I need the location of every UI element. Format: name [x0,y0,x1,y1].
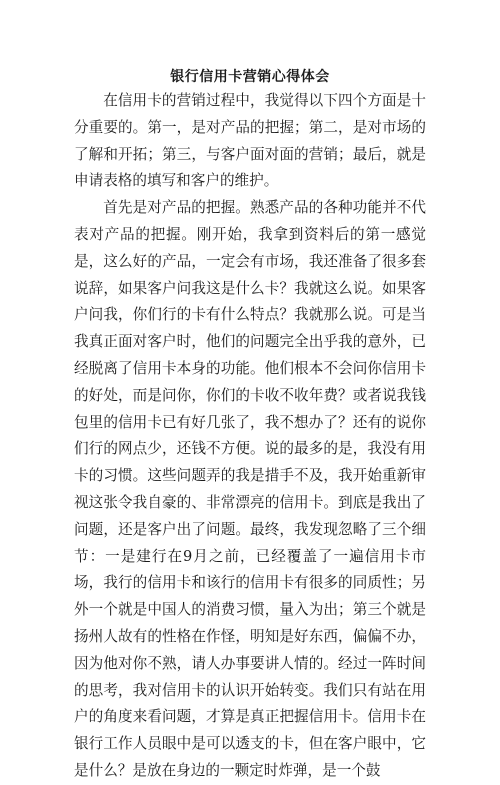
document-title: 银行信用卡营销心得体会 [170,69,330,85]
paragraph-product: 首先是对产品的把握。熟悉产品的各种功能并不代表对产品的把握。刚开始，我拿到资料后的第一感觉是，这么好的产品，一定会有市场，我还准备了很多套说辞，如果客户问我这是什么卡？我就这么说。如果客户问我，你们行的卡有什么特点？我就那么说。可是当我真正面对客户时，他们的问题完全出乎我的意外，已经脱离了信用卡本身的功能。他们根本不会问你信用卡的好处，而是问你，你们的卡收不收年费？或者说我钱包里的信用卡已有好几张了，我不想办了？还有的说你们行的网点少，还钱不方便。说的最多的是，我没有用卡的习惯。这些问题弄的我是措手不及，我开始重新审视这张令我自豪的、非常漂亮的信用卡。到底是我出了问题，还是客户出了问题。最终，我发现忽略了三个细节：一是建行在9月之前，已经覆盖了一遍信用卡市场，我行的信用卡和该行的信用卡有很多的同质性；另外一个就是中国人的消费习惯，量入为出；第三个就是扬州人故有的性格在作怪，明知是好东西，偏偏不办，因为他对你不熟，请人办事要讲人情的。经过一阵时间的思考，我对信用卡的认识开始转变。我们只有站在用户的角度来看问题，才算是真正把握信用卡。信用卡在银行工作人员眼中是可以透支的卡，但在客户眼中，它是什么？是放在身边的一颗定时炸弹，是一个鼓 [74,199,426,779]
paragraph-intro: 在信用卡的营销过程中，我觉得以下四个方面是十分重要的。第一，是对产品的把握；第二，是对市场的了解和开拓；第三，与客户面对面的营销；最后，就是申请表格的填写和客户的维护。 [74,92,426,190]
document-body [74,88,426,785]
